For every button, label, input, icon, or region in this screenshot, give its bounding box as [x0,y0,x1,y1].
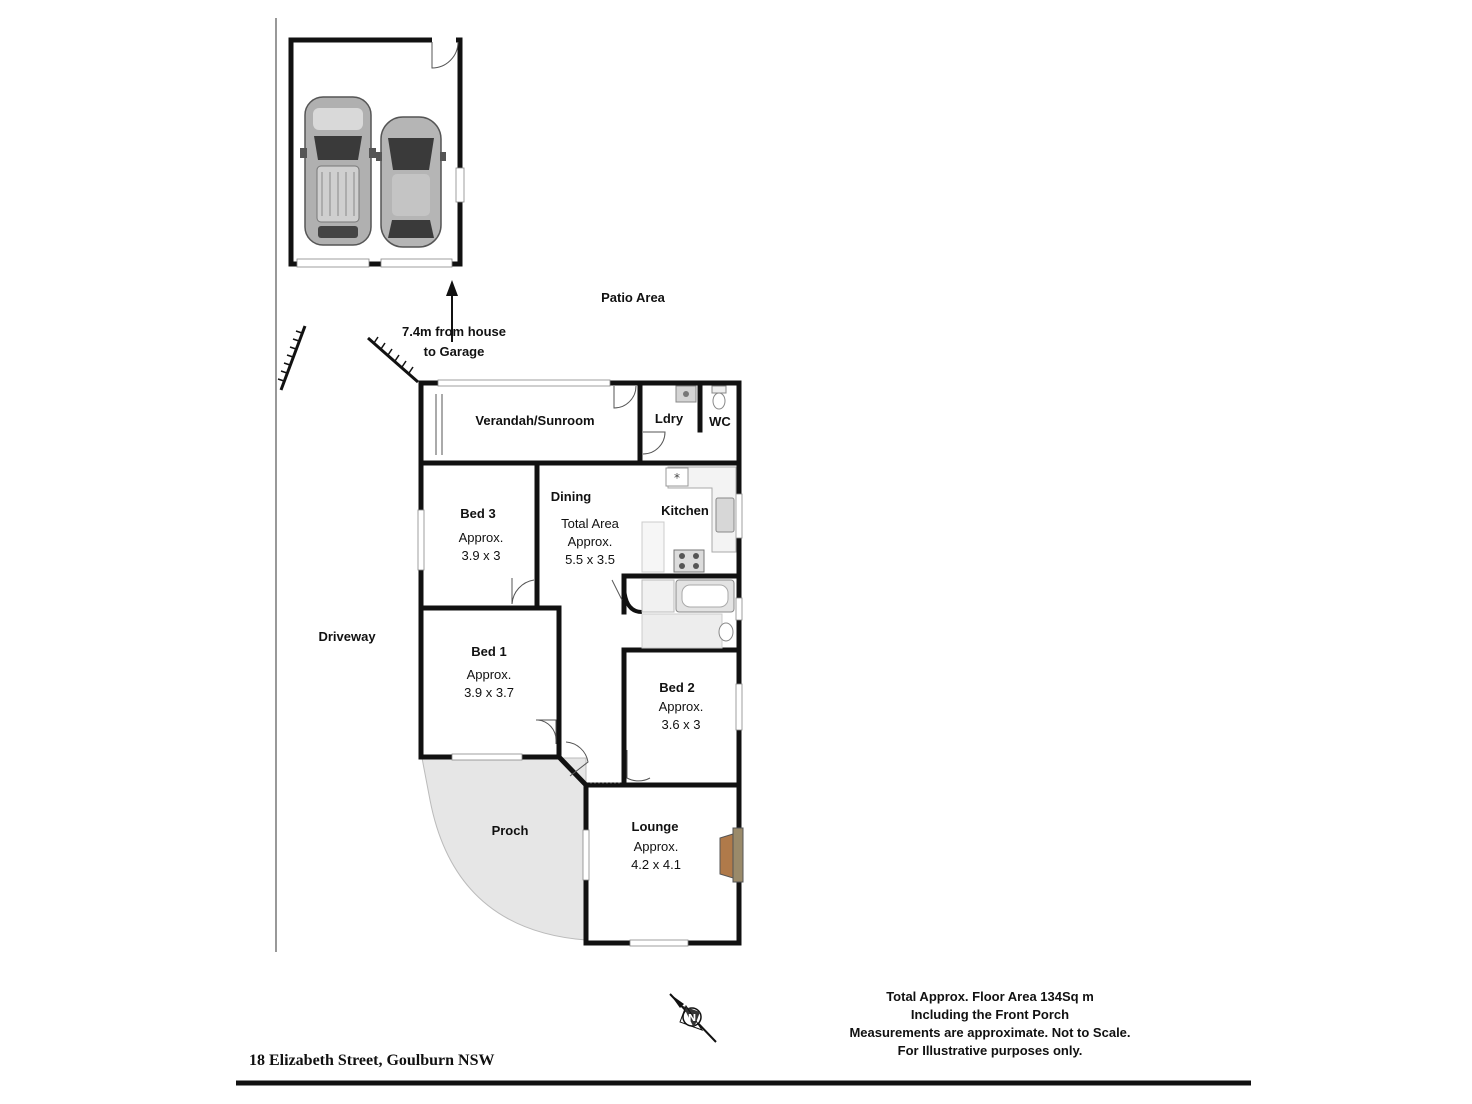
address-caption: 18 Elizabeth Street, Goulburn NSW [249,1052,495,1069]
bed1-approx: Approx. [466,667,512,682]
svg-text:*: * [674,471,680,485]
bed2-size: 3.6 x 3 [661,717,701,732]
note-line: Measurements are approximate. Not to Scale. [849,1025,1131,1040]
bed1-label: Bed 1 [471,644,507,659]
bathroom-fittings [642,580,734,648]
dining-size: 5.5 x 3.5 [565,552,615,567]
dining-label: Dining [550,489,592,504]
car-hatch [376,117,446,247]
driveway-label: Driveway [318,629,376,644]
note-line: Including the Front Porch [910,1007,1070,1022]
bed3-label: Bed 3 [460,506,496,521]
bed2-approx: Approx. [658,699,704,714]
wc-label: WC [709,414,731,429]
bed3-size: 3.9 x 3 [461,548,501,563]
dining-approx: Approx. [567,534,613,549]
fireplace [720,828,743,882]
verandah-label: Verandah/Sunroom [475,413,595,428]
bath-curve-wall [624,584,642,612]
garage-distance-line2: to Garage [423,344,485,359]
note-line: Total Approx. Floor Area 134Sq m [886,989,1094,1004]
bed1-size: 3.9 x 3.7 [464,685,514,700]
kitchen-label: Kitchen [661,503,709,518]
lounge-size: 4.2 x 4.1 [631,857,681,872]
dining-total-label: Total Area [561,516,619,531]
laundry-label: Ldry [654,411,684,426]
patio-label: Patio Area [601,290,665,305]
lounge-approx: Approx. [633,839,679,854]
porch-label: Proch [491,823,529,838]
lounge-label: Lounge [631,819,679,834]
garage-distance-line1: 7.4m from house [401,324,507,339]
compass-letter: N [687,1013,697,1024]
laundry-fittings [676,386,696,402]
compass-icon [670,994,716,1042]
garage [291,36,464,267]
fence-left [278,326,305,390]
wc-toilet [712,386,726,409]
doors [436,386,666,783]
bed3-approx: Approx. [458,530,504,545]
bed2-label: Bed 2 [659,680,695,695]
porch-area [422,758,586,940]
car-suv [300,97,376,245]
fence-right [368,337,418,382]
plan-notes [849,988,1130,1060]
note-line: For Illustrative purposes only. [897,1043,1083,1058]
